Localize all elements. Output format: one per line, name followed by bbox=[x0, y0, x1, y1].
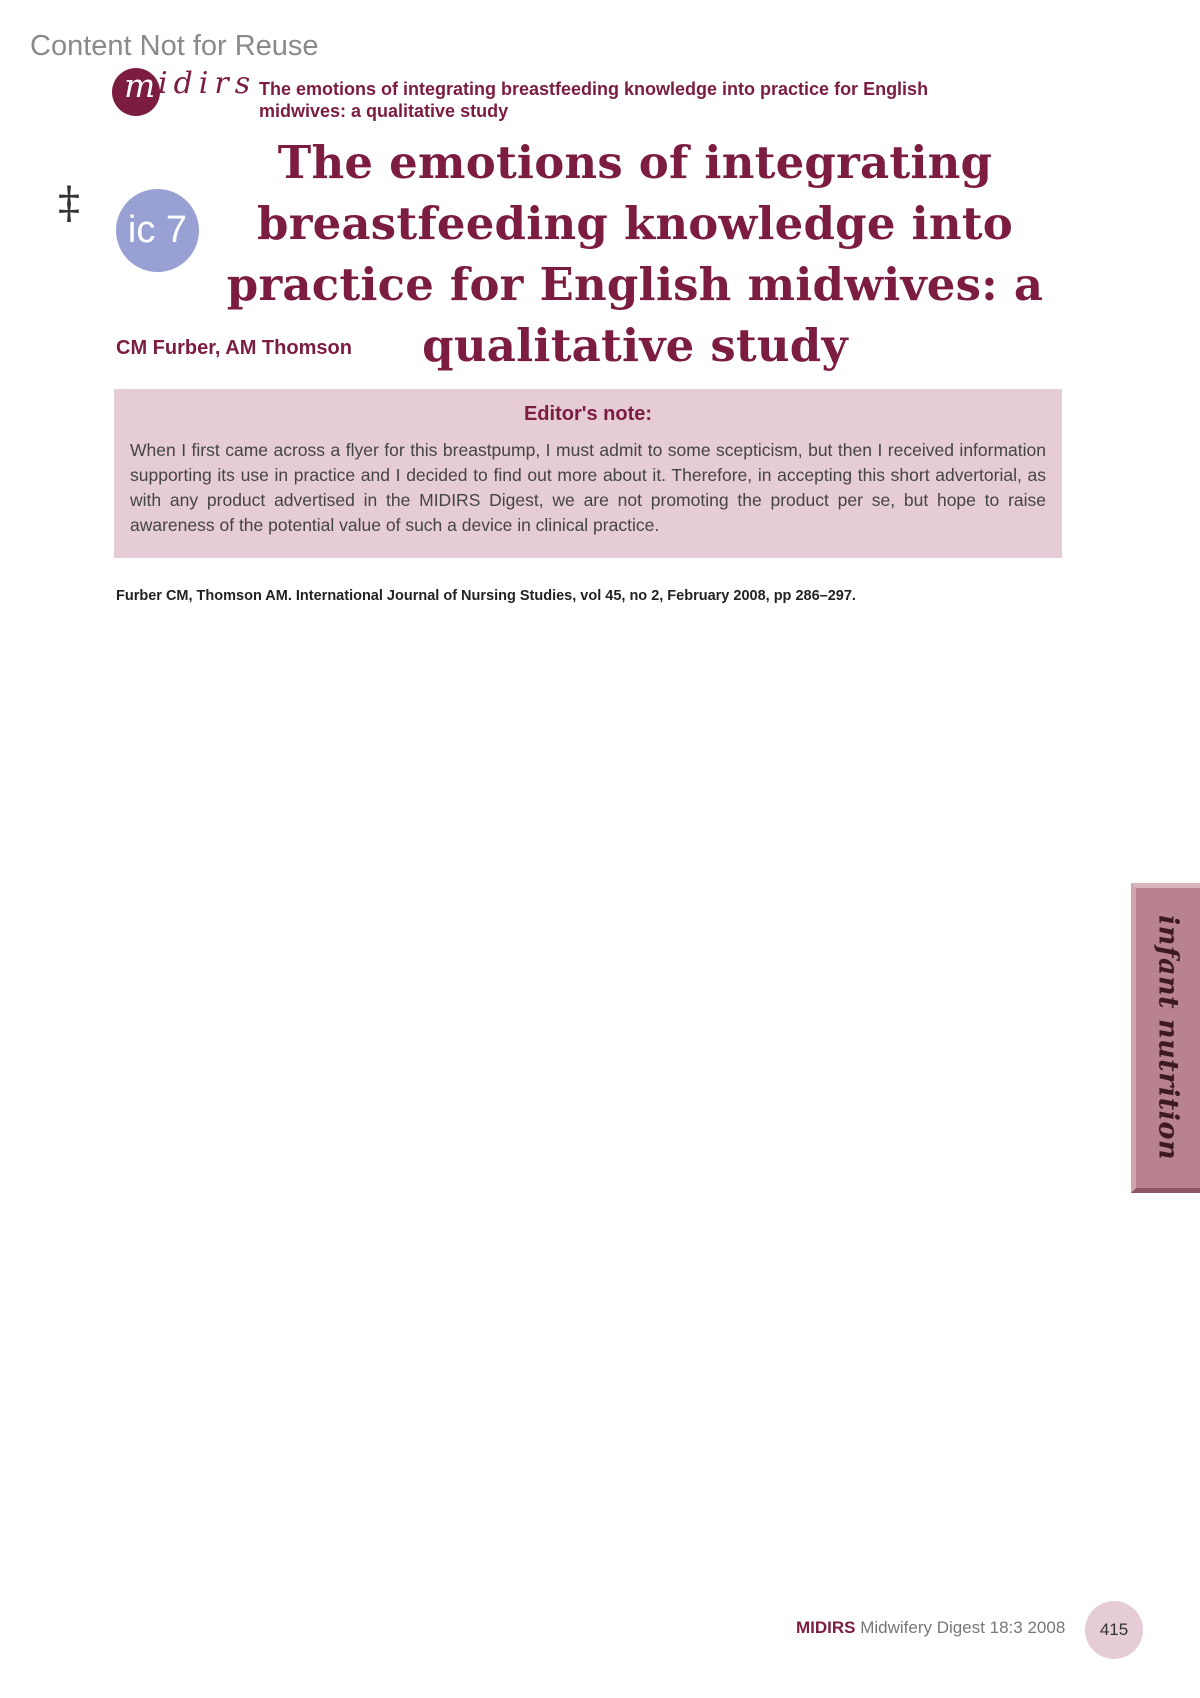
citation: Furber CM, Thomson AM. International Journal of Nursing Studies, vol 45, no 2, February 2008, pp 286–297. bbox=[116, 588, 856, 604]
page-number-badge: 415 bbox=[1085, 1601, 1143, 1659]
watermark-text: Content Not for Reuse bbox=[30, 30, 319, 62]
running-head: The emotions of integrating breastfeeding knowledge into practice for English midwives: a qualitative study bbox=[259, 79, 929, 121]
footer-publication: Midwifery Digest 18:3 2008 bbox=[860, 1618, 1066, 1637]
midirs-logo-wordmark: idirs bbox=[158, 66, 257, 101]
midirs-logo-initial: m bbox=[124, 66, 156, 105]
editors-note-body: When I first came across a flyer for this breastpump, I must admit to some scepticism, but then I received information supporting its use in practice and I decided to find out more about it. Therefore, in accepting this short advertorial, as with any product advertised in the MIDIRS Digest, we are not promoting the product per se, but hope to raise awareness of the potential value of such a device in clinical practice. bbox=[130, 440, 1046, 535]
double-dagger-marker: ‡ bbox=[58, 178, 80, 229]
footer bbox=[796, 1618, 1065, 1638]
article-authors: CM Furber, AM Thomson bbox=[116, 337, 352, 359]
editors-note-box bbox=[114, 389, 1062, 558]
section-tab bbox=[1131, 883, 1200, 1193]
article-title: The emotions of integrating breastfeeding knowledge into practice for English midwives: a qualitative study bbox=[226, 136, 1044, 372]
ic-badge: ic 7 bbox=[116, 189, 199, 272]
editors-note-heading: Editor's note: bbox=[523, 403, 653, 425]
section-tab-label: infant nutrition bbox=[1152, 915, 1184, 1161]
footer-brand: MIDIRS bbox=[796, 1618, 856, 1637]
